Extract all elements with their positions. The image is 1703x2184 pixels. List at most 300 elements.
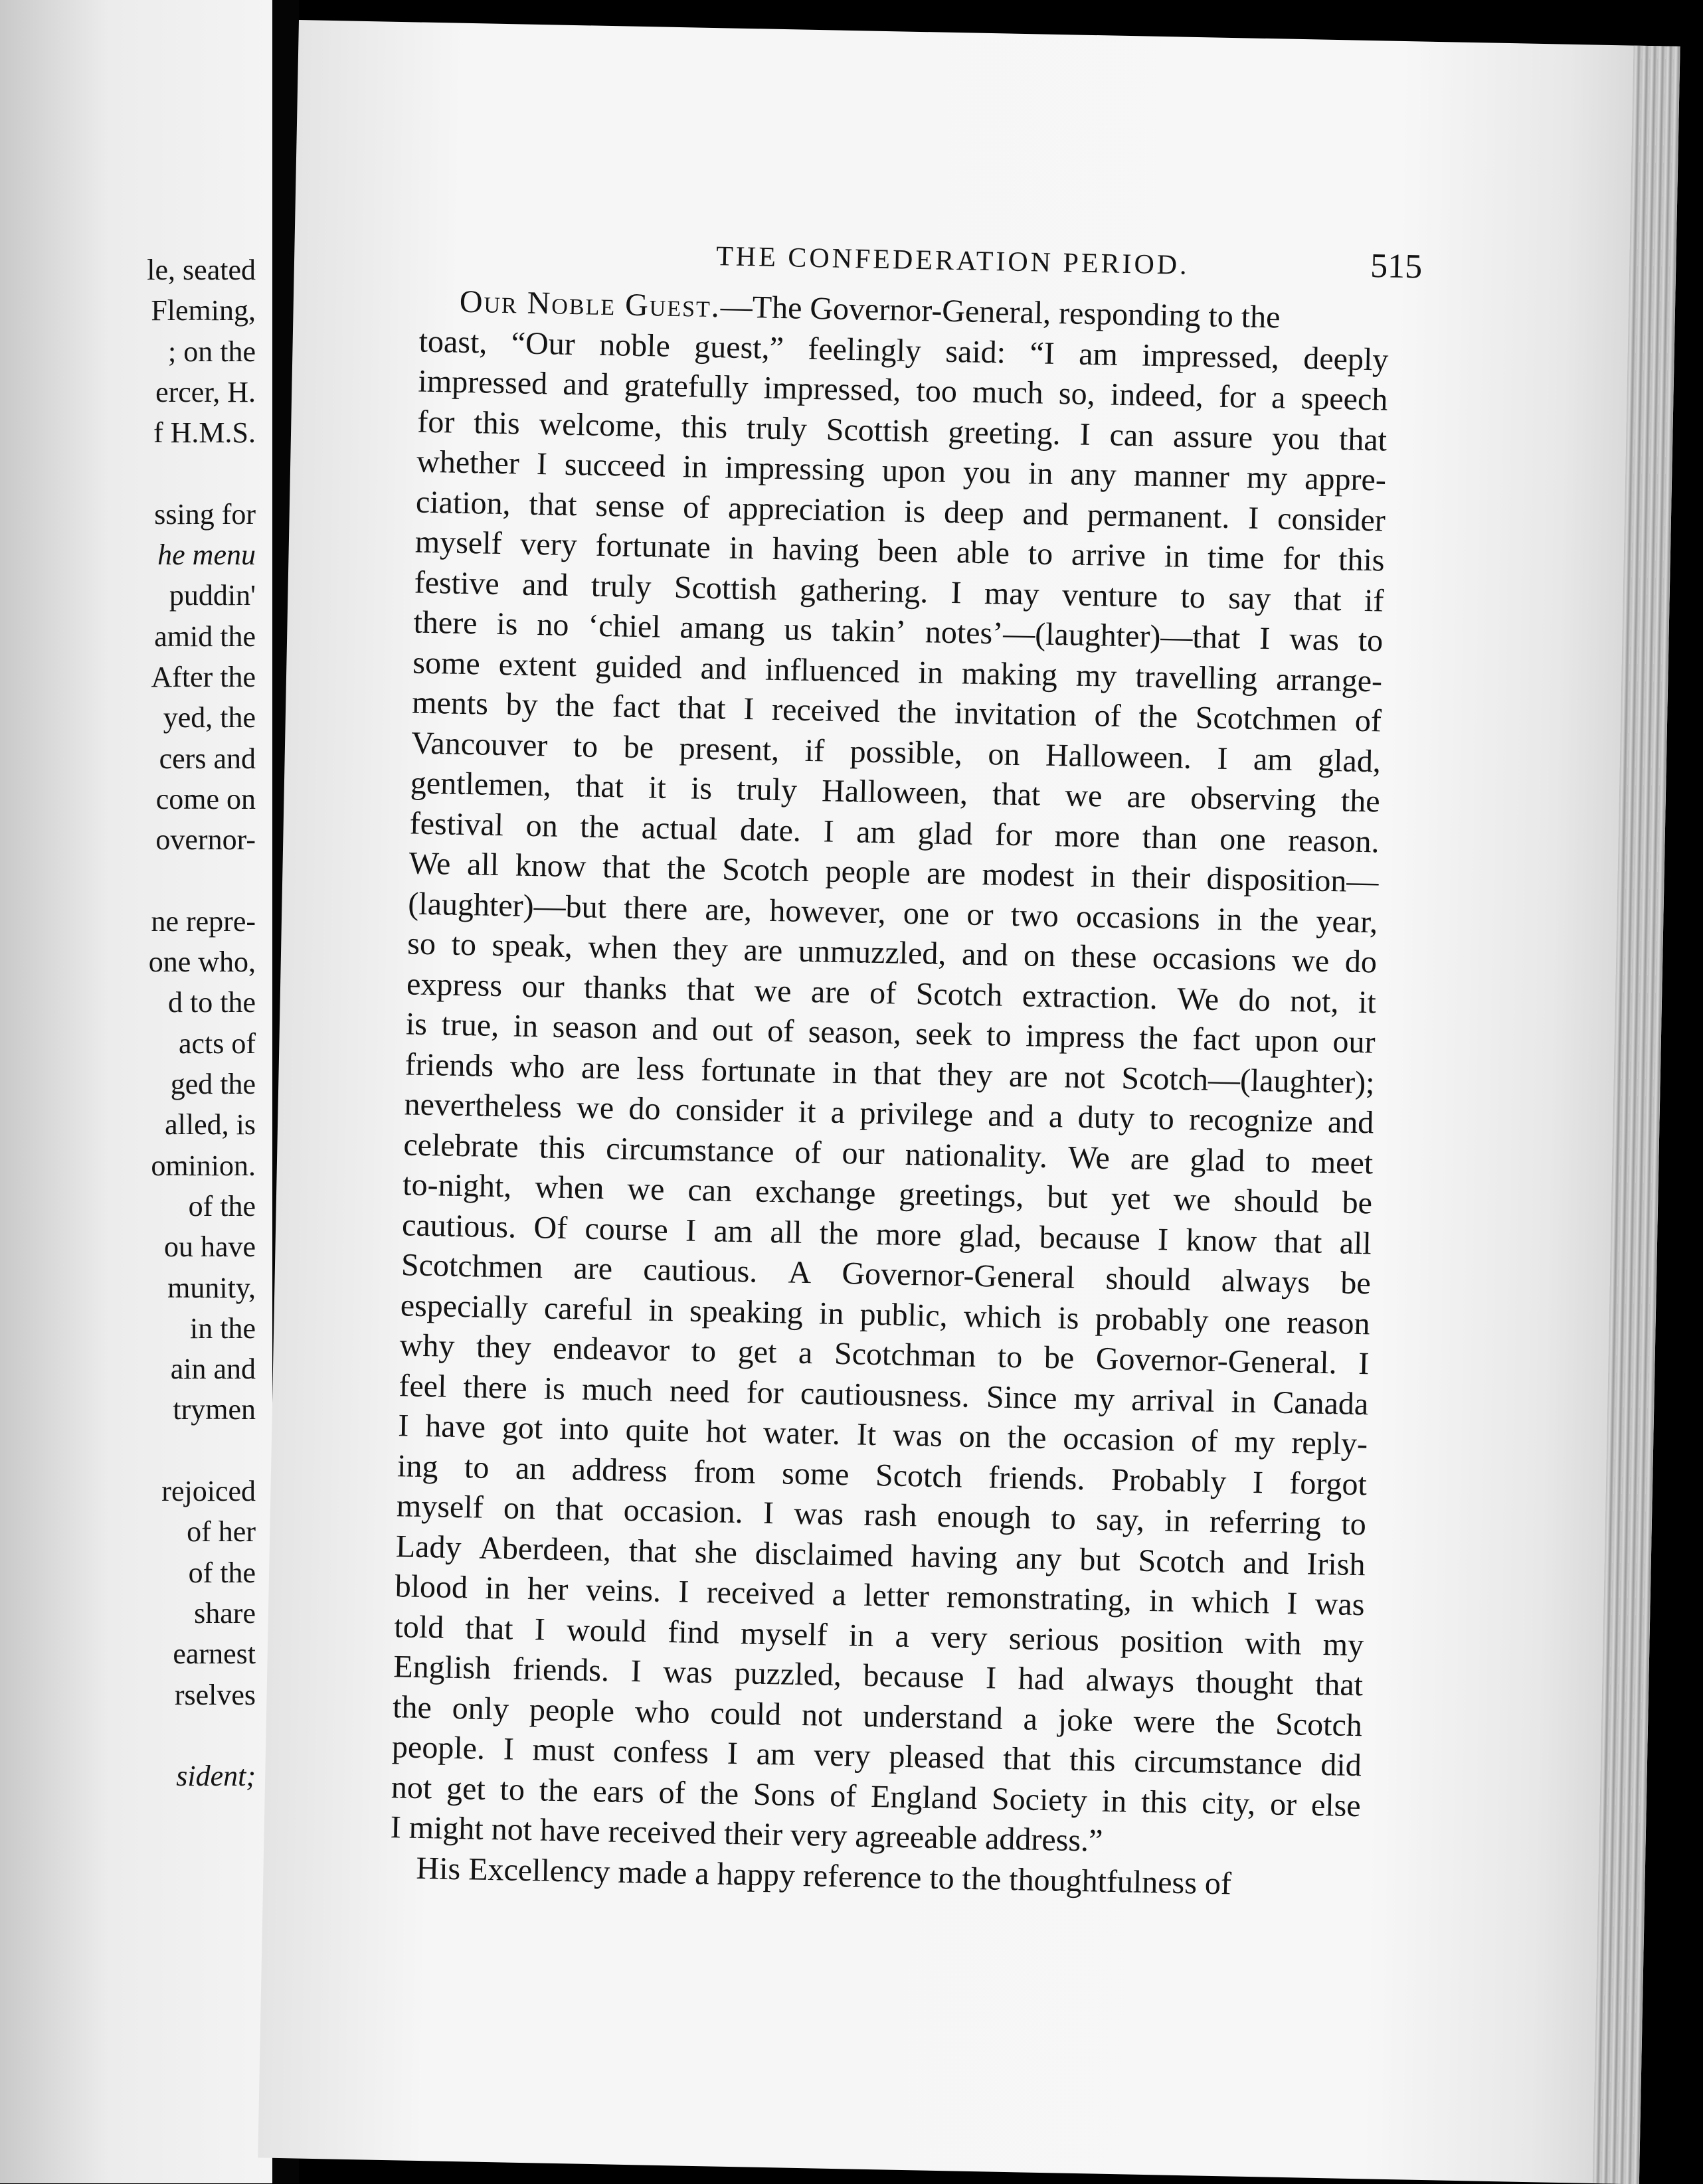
word: quite <box>625 1412 690 1449</box>
word: friends. <box>512 1651 610 1689</box>
word: myself <box>740 1615 828 1653</box>
word: having <box>911 1538 998 1576</box>
word: indeed, <box>1110 377 1204 414</box>
word: am <box>1253 741 1293 778</box>
word: Scotch <box>1275 1706 1363 1743</box>
word: on <box>958 1418 992 1455</box>
word: sense <box>594 487 665 525</box>
word: A <box>788 1254 812 1291</box>
word: we <box>1291 942 1330 979</box>
word: to <box>1340 1506 1367 1543</box>
left-page-line: ; on the <box>168 335 256 368</box>
word: which <box>963 1298 1042 1335</box>
word: I <box>743 691 755 727</box>
word: the <box>699 1775 739 1811</box>
word: impressed, <box>763 370 901 408</box>
word: appreciation <box>727 490 886 529</box>
word: fact <box>1192 1021 1241 1058</box>
word: to <box>1265 1143 1291 1179</box>
word: be <box>1342 1185 1373 1221</box>
left-page-line: of her <box>187 1515 256 1549</box>
word: glad <box>1190 1141 1245 1179</box>
text-line: I might not have received their very agreeable address.” <box>390 1809 1103 1859</box>
word: thought <box>1196 1664 1294 1702</box>
word: any <box>1070 456 1117 493</box>
word: ments <box>411 685 489 722</box>
word: are <box>1126 779 1166 815</box>
word: Scotchman <box>834 1335 976 1374</box>
word: meet <box>1310 1144 1374 1181</box>
word: one <box>1224 1303 1271 1339</box>
word: impressed, <box>1141 337 1280 375</box>
word: may <box>984 575 1040 612</box>
word: some <box>781 1455 850 1492</box>
left-page-line: of the <box>188 1189 256 1222</box>
word: of <box>829 1778 857 1814</box>
word: and <box>1327 1104 1374 1141</box>
left-page-line: After the <box>151 661 256 693</box>
word: I <box>685 1213 697 1248</box>
word: glad, <box>958 1217 1022 1254</box>
left-page-line: ain and <box>170 1353 256 1386</box>
word: in <box>1028 456 1053 491</box>
word: we <box>626 1171 665 1207</box>
word: into <box>559 1410 610 1448</box>
word: We <box>1176 981 1219 1017</box>
word: time <box>1207 539 1265 576</box>
word: arrive <box>1071 537 1146 574</box>
word: occasion. <box>623 1492 744 1531</box>
word: be <box>1043 1339 1075 1376</box>
word: my <box>1075 657 1117 694</box>
word: whether <box>416 444 520 481</box>
word: they <box>672 931 729 967</box>
word: extraction. <box>1022 977 1158 1016</box>
word: this <box>1069 1742 1117 1779</box>
left-page-line: ne repre- <box>151 904 256 938</box>
word: gathering. <box>799 572 929 610</box>
word: on <box>525 807 559 844</box>
word: in <box>1231 1383 1257 1420</box>
word: that <box>602 849 651 886</box>
word: the <box>539 1772 579 1809</box>
page-edges <box>1593 46 1680 2184</box>
word: for <box>1282 541 1320 577</box>
word: their <box>1131 859 1191 896</box>
word: am <box>756 1736 796 1772</box>
word: all <box>466 847 499 883</box>
word: this <box>681 408 728 445</box>
left-page-line: he menu <box>157 539 256 572</box>
word: I <box>397 1408 409 1444</box>
word: in <box>1148 1583 1174 1619</box>
word: express <box>406 966 503 1003</box>
word: if <box>1364 582 1384 619</box>
word: possible, <box>850 733 963 771</box>
word: able <box>956 535 1010 571</box>
word: Halloween, <box>821 773 968 811</box>
word: to <box>499 1771 525 1807</box>
word: in <box>1101 1783 1127 1819</box>
word: I <box>1259 620 1271 657</box>
word: recognize <box>1188 1102 1314 1139</box>
word: understand <box>862 1698 1004 1736</box>
word: that <box>575 768 624 805</box>
word: Scotch—(laughter); <box>1120 1060 1376 1100</box>
word: I <box>1252 1464 1264 1500</box>
word: city, <box>1201 1785 1256 1821</box>
left-page-line: earnest <box>173 1638 256 1671</box>
word: course <box>584 1211 669 1248</box>
word: so <box>406 926 436 962</box>
word: cautious. <box>642 1252 758 1290</box>
word: they <box>937 1056 993 1093</box>
word: out <box>711 1012 754 1049</box>
word: in <box>832 1054 857 1090</box>
word: fortunate <box>700 1052 816 1090</box>
word: I <box>762 1495 774 1531</box>
word: manner <box>1133 458 1230 495</box>
word: which <box>1191 1584 1270 1621</box>
word: all <box>1339 1224 1372 1261</box>
word: a <box>1048 1098 1063 1135</box>
word: that <box>873 1055 922 1092</box>
word: water. <box>762 1414 841 1452</box>
word: the <box>1138 699 1178 735</box>
word: to <box>1050 1501 1077 1537</box>
word: English <box>393 1649 492 1687</box>
left-page-line: Fleming, <box>151 294 256 327</box>
word: less <box>636 1050 685 1087</box>
left-page-line: share <box>194 1596 256 1630</box>
word: we <box>1064 778 1103 814</box>
word: present, <box>679 730 780 768</box>
word: people <box>825 853 911 890</box>
word: reply- <box>1291 1425 1368 1462</box>
word: upon <box>1254 1022 1319 1059</box>
word: feel <box>399 1367 447 1404</box>
word: England <box>870 1778 978 1816</box>
word: they <box>476 1329 532 1366</box>
word: noble <box>598 327 671 364</box>
word: consider <box>1277 500 1386 539</box>
word: we <box>576 1090 614 1126</box>
word: in <box>682 449 708 485</box>
word: are <box>581 1049 621 1086</box>
word: not <box>1063 1058 1106 1096</box>
word: permanent. <box>1087 497 1230 535</box>
word: Vancouver <box>410 724 548 763</box>
word: endeavor <box>552 1330 670 1369</box>
word: should <box>1233 1183 1320 1220</box>
word: travelling <box>1134 658 1258 697</box>
word: in <box>918 654 944 691</box>
word: should <box>1105 1260 1192 1298</box>
word: only <box>452 1690 509 1727</box>
left-page-line: f H.M.S. <box>153 416 256 450</box>
word: Scotch <box>721 851 810 888</box>
word: can <box>1109 417 1154 454</box>
word: ciation, <box>415 484 511 521</box>
word: observing <box>1190 780 1317 818</box>
left-page-line: overnor- <box>155 823 256 857</box>
word: Scotchmen <box>401 1247 543 1286</box>
word: modest <box>982 856 1075 894</box>
word: but <box>1046 1179 1089 1216</box>
word: in <box>513 1008 539 1045</box>
word: to <box>1028 536 1053 572</box>
word: on <box>988 736 1021 772</box>
word: Probably <box>1111 1462 1227 1499</box>
word: reason <box>1286 1304 1371 1341</box>
word: for <box>1218 378 1257 415</box>
word: to <box>986 1017 1012 1053</box>
word: by <box>505 687 539 723</box>
word: impress <box>1025 1018 1126 1056</box>
word: ears <box>592 1773 645 1809</box>
word: a <box>798 1335 813 1371</box>
word: unmuzzled, <box>798 933 946 971</box>
right-page <box>258 20 1680 2184</box>
word: circumstance <box>605 1130 774 1169</box>
word: greetings, <box>898 1176 1024 1215</box>
word: the <box>897 694 937 730</box>
word: I <box>1286 1586 1298 1622</box>
word: because <box>863 1657 964 1695</box>
word: the <box>819 1215 859 1252</box>
word: “I <box>1030 335 1055 371</box>
word: the <box>666 850 707 886</box>
word: very <box>519 526 578 563</box>
word: Aberdeen, <box>478 1530 612 1568</box>
word: pleased <box>888 1738 985 1776</box>
word: ing <box>397 1448 439 1484</box>
word: Governor-General <box>842 1256 1075 1296</box>
word: in <box>1164 1503 1190 1539</box>
page-number: 515 <box>1370 247 1423 286</box>
word: I <box>1217 740 1229 776</box>
word: feelingly <box>807 331 922 369</box>
left-page-line: d to the <box>168 986 256 1019</box>
word: much <box>972 374 1044 411</box>
word: Halloween. <box>1045 737 1192 776</box>
word: truly <box>590 568 652 604</box>
word: confess <box>612 1733 709 1771</box>
word: but <box>1079 1541 1121 1578</box>
word: that <box>1293 581 1342 618</box>
word: in <box>484 1570 511 1606</box>
word: influenced <box>764 651 901 690</box>
word: was <box>892 1417 943 1454</box>
body-text <box>389 282 1389 1907</box>
word: I <box>1247 500 1259 536</box>
word: fact <box>612 689 661 725</box>
word: speak, <box>492 927 573 965</box>
word: on <box>503 1490 536 1527</box>
word: than <box>1142 819 1198 856</box>
word: referring <box>1209 1503 1322 1541</box>
word: of <box>1190 1423 1218 1459</box>
word: yet <box>1111 1180 1151 1217</box>
word: in <box>1090 859 1116 894</box>
word: the <box>1215 1705 1255 1741</box>
word: hot <box>705 1414 747 1450</box>
word: this <box>539 1129 586 1166</box>
word: were <box>1132 1703 1196 1740</box>
word: would <box>566 1612 647 1649</box>
word: these <box>1071 938 1137 975</box>
word: not <box>801 1697 843 1733</box>
word: that <box>677 690 727 726</box>
word: do <box>1344 944 1378 980</box>
word: to <box>997 1339 1023 1375</box>
word: our <box>842 1135 885 1171</box>
word: be <box>623 729 654 765</box>
word: some <box>412 644 481 681</box>
word: an <box>515 1450 546 1487</box>
word: my <box>1246 460 1288 496</box>
word: takin’ <box>831 612 907 649</box>
word: in <box>848 1617 874 1653</box>
word: disposition— <box>1206 861 1379 900</box>
word: are <box>926 855 966 892</box>
word: making <box>961 655 1058 693</box>
word: I <box>727 1735 739 1772</box>
word: that <box>1314 1666 1364 1703</box>
word: not <box>391 1769 432 1806</box>
word: too <box>916 373 958 410</box>
word: toast, <box>418 323 488 361</box>
word: could <box>709 1695 782 1732</box>
word: find <box>667 1614 720 1651</box>
word: guided <box>594 648 683 685</box>
word: that <box>1002 1740 1051 1778</box>
word: gratefully <box>624 367 749 406</box>
word: amang <box>679 610 766 647</box>
word: is <box>495 606 519 642</box>
word: Sons <box>753 1776 816 1813</box>
word: succeed <box>564 446 666 484</box>
word: my <box>1322 1626 1364 1663</box>
word: got <box>501 1410 543 1446</box>
word: I <box>1079 416 1091 452</box>
word: year, <box>1316 903 1378 940</box>
word: having <box>772 531 860 568</box>
word: extent <box>498 646 577 683</box>
word: speech <box>1300 380 1388 418</box>
word: if <box>804 732 825 768</box>
word: there <box>413 604 478 641</box>
left-page-line: one who, <box>148 946 256 979</box>
word: to <box>1180 579 1206 615</box>
word: public, <box>859 1296 948 1333</box>
word: Of <box>533 1209 568 1246</box>
word: always <box>1221 1263 1310 1300</box>
word: very <box>930 1619 988 1655</box>
word: festive <box>414 564 500 602</box>
word: of <box>869 975 897 1011</box>
word: Scotch <box>875 1457 963 1495</box>
word: greeting. <box>947 414 1061 452</box>
word: her <box>527 1571 569 1608</box>
word: letter <box>863 1577 930 1614</box>
word: date. <box>739 811 802 849</box>
word: had <box>1018 1661 1065 1697</box>
word: my <box>1233 1424 1276 1460</box>
word: occasions <box>1075 898 1201 936</box>
left-page-line: alled, is <box>165 1108 256 1141</box>
word: to-night, <box>402 1167 512 1205</box>
word: I <box>950 574 962 610</box>
word: that <box>465 1610 514 1647</box>
word: two <box>1010 897 1059 934</box>
word: we <box>754 972 792 1009</box>
word: my <box>1073 1381 1115 1417</box>
word: of <box>682 489 710 525</box>
word: gentlemen, <box>410 765 552 803</box>
left-page-line: ged the <box>170 1068 256 1100</box>
word: thanks <box>583 969 668 1007</box>
left-page-line: in the <box>190 1311 256 1345</box>
word: this <box>1140 1784 1188 1820</box>
word: you <box>1271 420 1320 457</box>
word: consider <box>675 1092 784 1130</box>
word: Scotch <box>1138 1543 1225 1580</box>
word: do <box>1238 981 1271 1018</box>
word: We <box>408 845 451 882</box>
word: Society <box>991 1781 1088 1818</box>
left-page-line: of the <box>188 1556 256 1589</box>
word: circumstance <box>1133 1743 1303 1782</box>
word: impressing <box>724 450 865 488</box>
word: this <box>473 404 521 441</box>
word: was <box>1314 1586 1365 1623</box>
word: exchange <box>755 1173 876 1211</box>
left-page-line: ercer, H. <box>155 375 256 408</box>
text-line-words: —The Governor-General, responding to the <box>720 289 1281 335</box>
word: and <box>651 1011 699 1047</box>
word: and <box>1242 1545 1290 1581</box>
word: guest,” <box>693 329 784 366</box>
word: are, <box>705 891 753 928</box>
word: no <box>536 607 569 643</box>
word: is <box>1057 1300 1080 1336</box>
word: are <box>810 973 851 1010</box>
left-page-line: acts of <box>178 1027 256 1060</box>
left-page-line: trymen <box>173 1393 256 1426</box>
word: else <box>1310 1787 1362 1823</box>
word: friends. <box>988 1459 1086 1497</box>
left-page <box>0 0 272 2183</box>
word: received <box>706 1574 815 1612</box>
word: of <box>794 1134 822 1170</box>
word: careful <box>543 1290 633 1327</box>
word: and <box>562 366 610 403</box>
word: get <box>737 1334 777 1371</box>
left-page-line: puddin' <box>169 579 256 612</box>
left-page-line: rselves <box>174 1678 256 1711</box>
word: in <box>729 530 755 566</box>
word: not, <box>1289 983 1340 1019</box>
word: glad, <box>1317 742 1382 779</box>
word: nevertheless <box>404 1086 563 1125</box>
left-page-line: rejoiced <box>161 1475 256 1507</box>
word: joke <box>1057 1701 1114 1738</box>
word: us <box>783 612 813 648</box>
text-line: His Excellency made a happy reference to the thoughtfulness of <box>416 1850 1232 1901</box>
word: glad <box>917 815 973 852</box>
word: know <box>515 847 587 884</box>
